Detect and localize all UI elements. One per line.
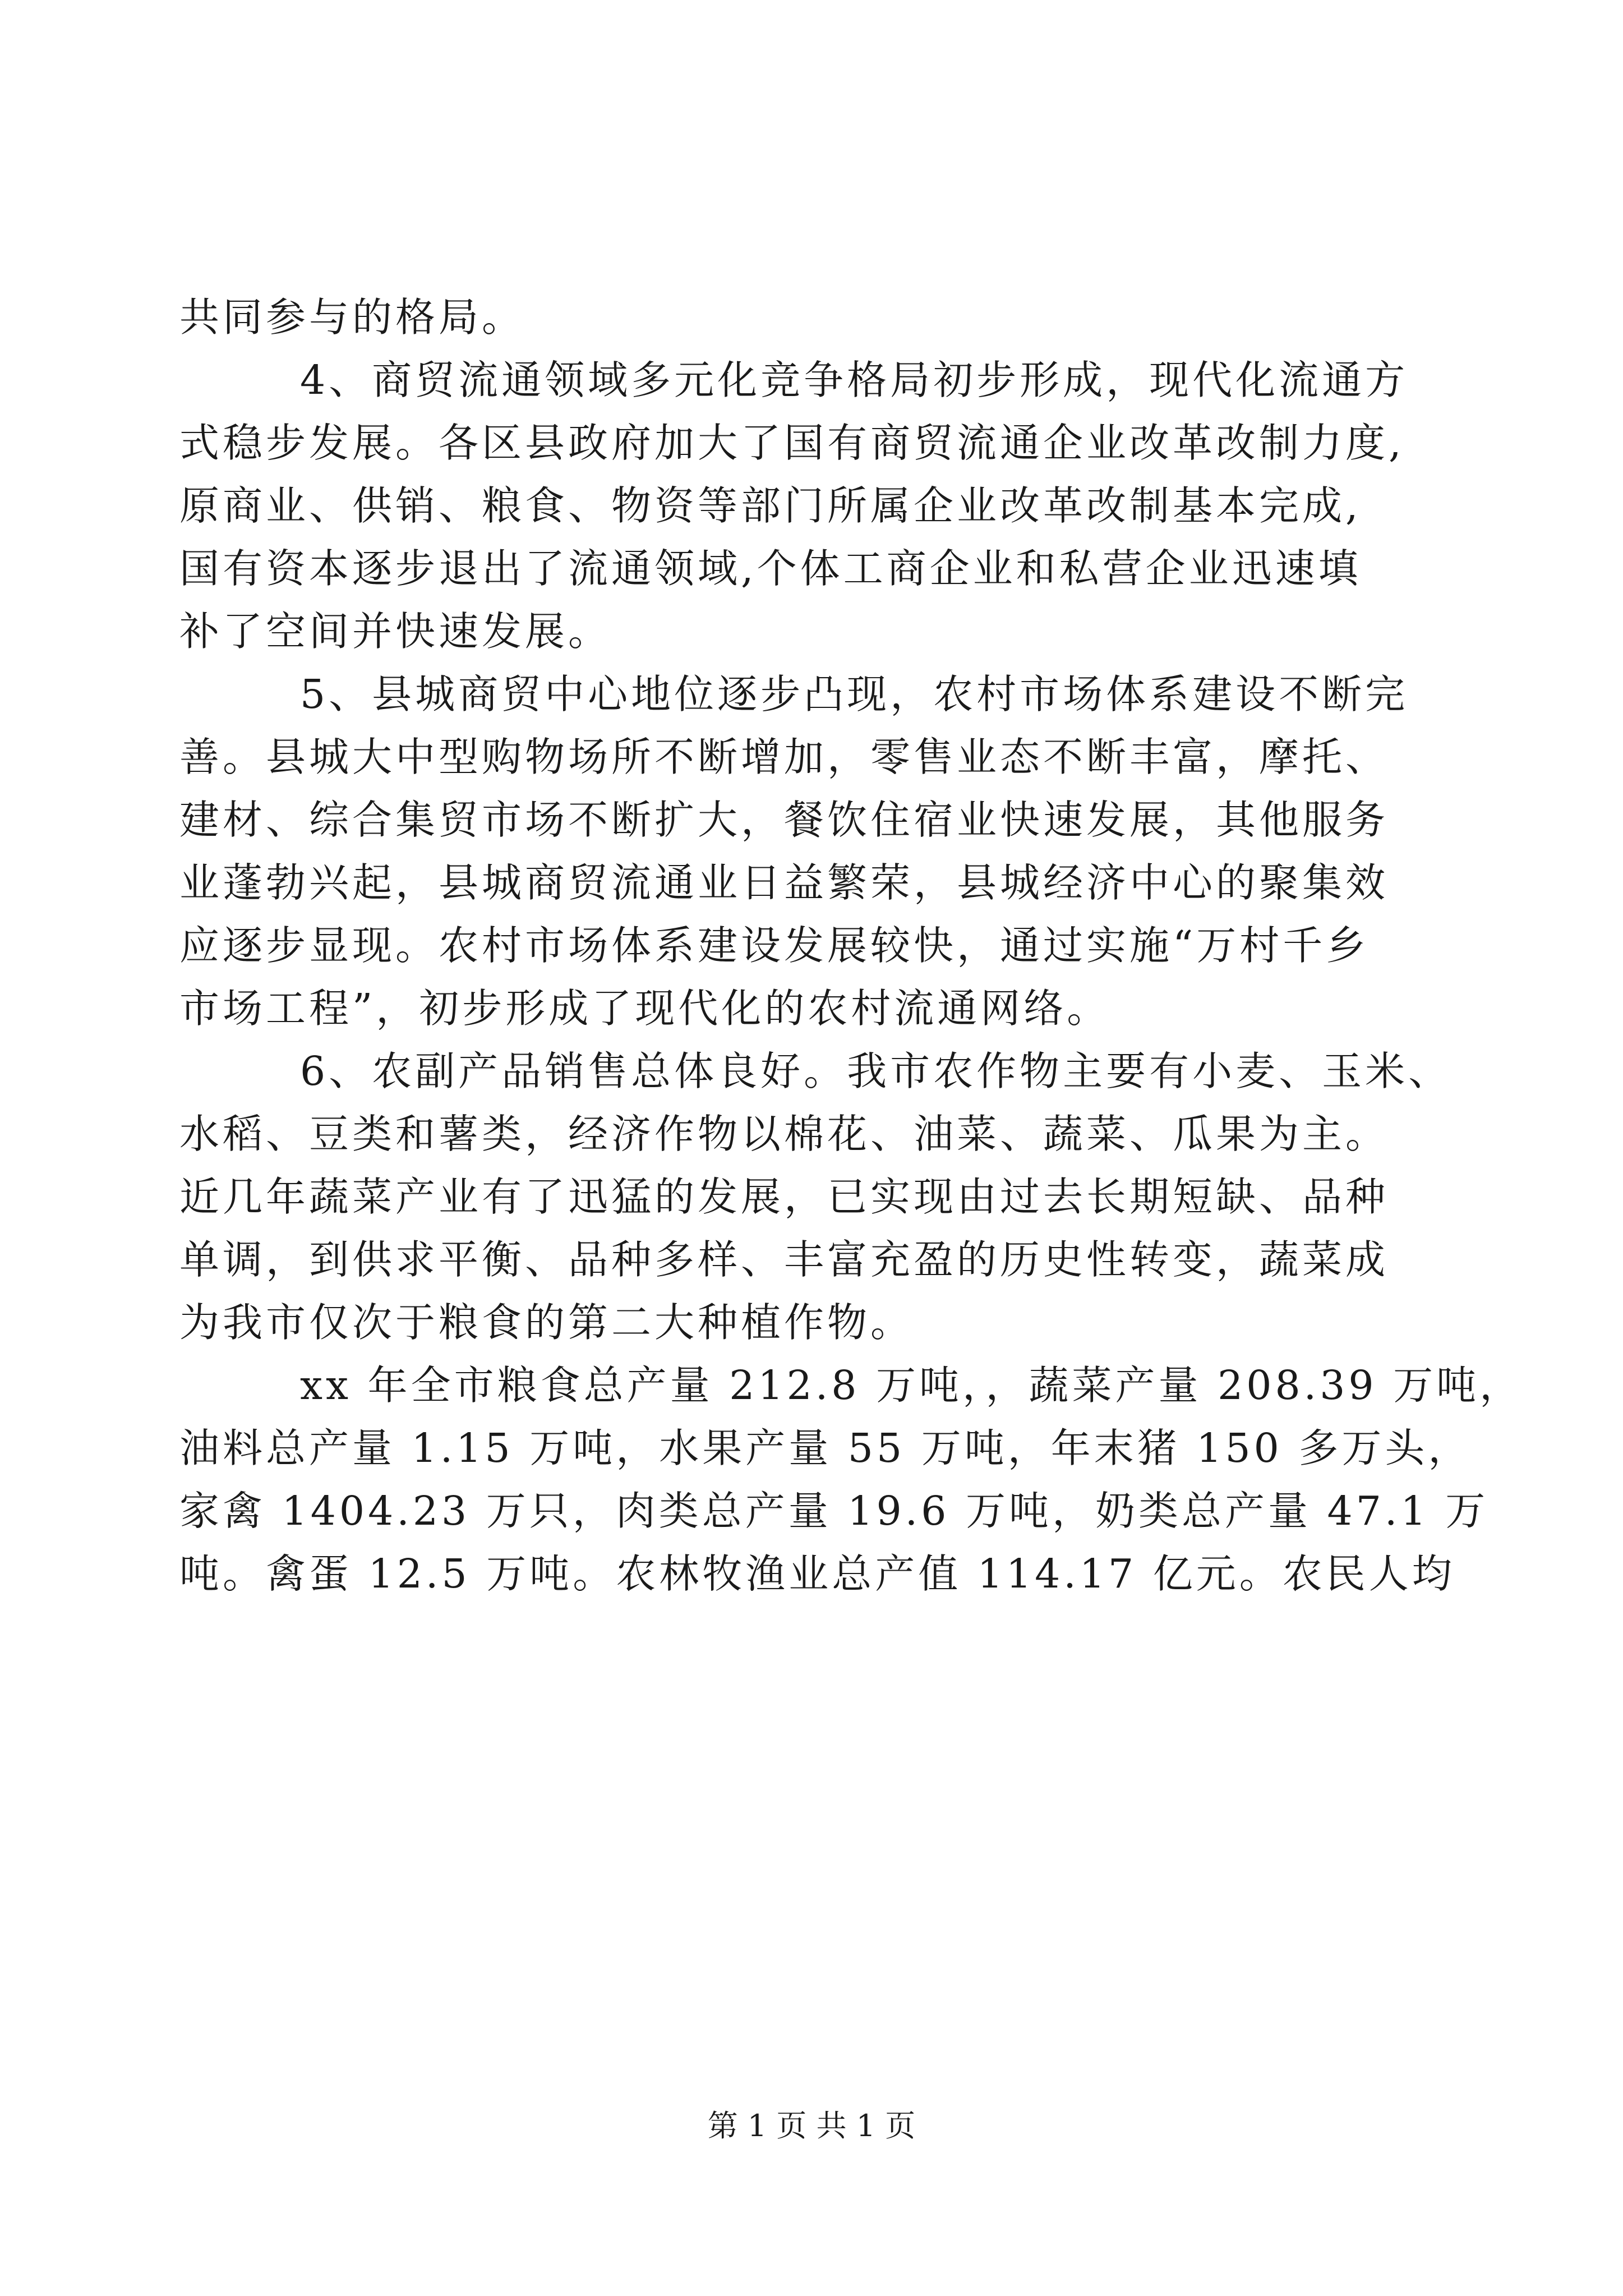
page-footer: 第 1 页 共 1 页	[707, 2108, 916, 2143]
text-line: 善。县城大中型购物场所不断增加，零售业态不断丰富，摩托、	[179, 734, 1389, 780]
text-line: 4、商贸流通领域多元化竞争格局初步形成，现代化流通方	[300, 357, 1409, 403]
text-line: 市场工程”，初步形成了现代化的农村流通网络。	[179, 985, 1110, 1032]
text-line: 补了空间并快速发展。	[179, 608, 612, 655]
text-line: 建材、综合集贸市场不断扩大，餐饮住宿业快速发展，其他服务	[179, 797, 1389, 843]
text-line: 吨。禽蛋 12.5 万吨。农林牧渔业总产值 114.17 亿元。农民人均	[179, 1550, 1455, 1597]
text-line: 油料总产量 1.15 万吨，水果产量 55 万吨，年末猪 150 多万头，	[179, 1425, 1472, 1471]
text-line: 式稳步发展。各区县政府加大了国有商贸流通企业改革改制力度,	[179, 420, 1405, 466]
text-line: 共同参与的格局。	[179, 294, 525, 341]
text-line: 6、农副产品销售总体良好。我市农作物主要有小麦、玉米、	[300, 1048, 1452, 1094]
text-line: 国有资本逐步退出了流通领域,个体工商企业和私营企业迅速填	[179, 545, 1362, 592]
text-line: 家禽 1404.23 万只，肉类总产量 19.6 万吨，奶类总产量 47.1 万	[179, 1488, 1489, 1534]
text-line: 近几年蔬菜产业有了迅猛的发展，已实现由过去长期短缺、品种	[179, 1174, 1389, 1220]
text-line: 业蓬勃兴起，县城商贸流通业日益繁荣，县城经济中心的聚集效	[179, 859, 1389, 906]
text-line: 为我市仅次于粮食的第二大种植作物。	[179, 1299, 914, 1346]
text-line: 5、县城商贸中心地位逐步凸现，农村市场体系建设不断完	[300, 671, 1409, 717]
text-line: 应逐步显现。农村市场体系建设发展较快，通过实施“万村千乡	[179, 922, 1370, 969]
text-line: 水稻、豆类和薯类，经济作物以棉花、油菜、蔬菜、瓜果为主。	[179, 1111, 1389, 1157]
text-line: xx 年全市粮食总产量 212.8 万吨，，蔬菜产量 208.39 万吨，	[300, 1362, 1523, 1409]
document-body	[179, 286, 1523, 1605]
text-line: 原商业、供销、粮食、物资等部门所属企业改革改制基本完成,	[179, 482, 1362, 529]
text-line: 单调，到供求平衡、品种多样、丰富充盈的历史性转变，蔬菜成	[179, 1236, 1389, 1283]
